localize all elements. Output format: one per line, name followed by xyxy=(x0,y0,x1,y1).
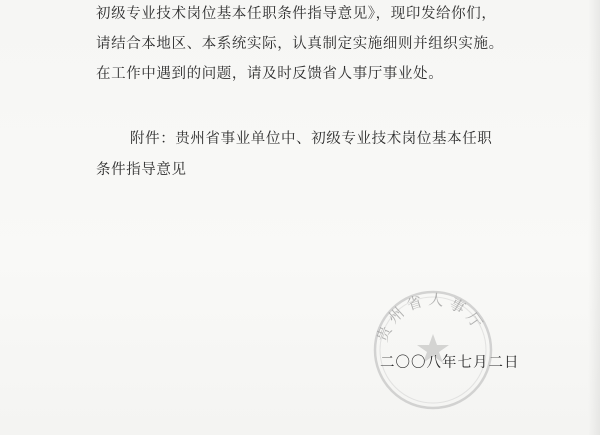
attachment-line-2: 条件指导意见 xyxy=(96,162,187,178)
document-date: 二〇〇八年七月二日 xyxy=(380,355,520,371)
official-seal xyxy=(358,272,508,422)
attachment-line-1: 附件：贵州省事业单位中、初级专业技术岗位基本任职 xyxy=(130,131,493,147)
body-line-2: 请结合本地区、本系统实际，认真制定实施细则并组织实施。 xyxy=(96,36,504,52)
body-line-3: 在工作中遇到的问题，请及时反馈省人事厅事业处。 xyxy=(96,66,444,82)
body-line-1: 初级专业技术岗位基本任职条件指导意见》，现印发给你们， xyxy=(96,6,497,22)
scan-edge-shadow xyxy=(588,0,600,435)
svg-text:贵州省人事厅: 贵州省人事厅 xyxy=(372,290,489,345)
